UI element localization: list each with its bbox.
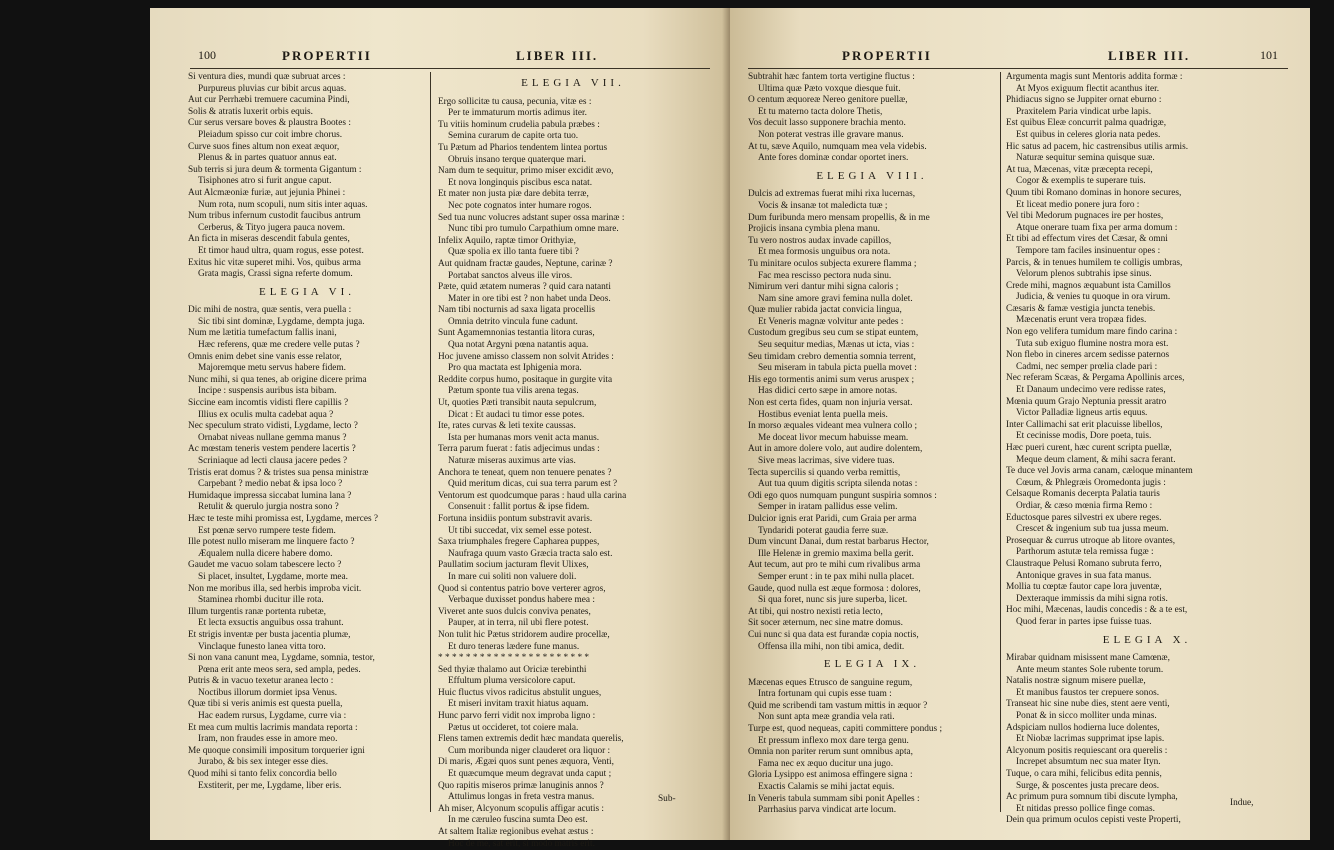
verse-line: Et cecinisse modis, Dore poeta, tuis.: [1016, 431, 1152, 442]
running-head-book: LIBER III.: [1108, 48, 1191, 63]
verse-line: Et Danaum undecimo vere redisse rates,: [1016, 385, 1166, 396]
catchword: Indue,: [1230, 798, 1254, 808]
verse-line: Dulcior ignis erat Paridi, cum Graia per arma: [748, 513, 917, 524]
verse-line: Seu sequitur medias, Mænas ut icta, vias :: [758, 340, 915, 351]
verse-line: Si non vana canunt mea, Lygdame, somnia, testor,: [188, 653, 375, 664]
verse-line: Hæc te teste mihi promissa est, Lygdame, merces ?: [188, 513, 379, 524]
verse-line: Ut tibi succedat, vix semel esse potest.: [448, 525, 592, 536]
verse-line: Exitus hic vitæ superet mihi. Vos, quibus arma: [188, 257, 361, 268]
verse-line: Ac mœstam teneris vestem pendere lacertis ?: [188, 444, 356, 455]
verse-line: Quum tibi Romano dominas in honore secures,: [1006, 187, 1182, 198]
verse-line: Seu timidam crebro dementia somnia terrent,: [748, 351, 916, 362]
verse-line: Quæ spolia ex illo tanta fuere tibi ?: [448, 247, 579, 258]
verse-line: Sed thyiæ thalamo aut Oriciæ terebinthi: [438, 664, 587, 675]
verse-line: Et nitidas presso pollice finge comas.: [1016, 803, 1155, 814]
text-column-right: [1006, 72, 1288, 827]
text-column-right: [438, 72, 708, 850]
verse-line: Terra parum fuerat : fatis adjecimus undas :: [438, 444, 600, 455]
text-column-left: [748, 72, 996, 817]
verse-line: Ah miser, Alcyonum scopulis affigar acutis :: [438, 803, 604, 814]
verse-line: Semper erunt : in te pax mihi nulla placet.: [758, 571, 915, 582]
verse-line: Reddite corpus humo, positaque in gurgite vita: [438, 374, 613, 385]
right-page: [730, 8, 1310, 840]
verse-line: Curve suos fines altum non exeat æquor,: [188, 141, 340, 152]
verse-line: Crede mihi, magnos æquabunt ista Camillos: [1006, 280, 1171, 291]
verse-line: Hæc pueri curent, hæc curent scripta puellæ,: [1006, 443, 1172, 453]
verse-line: Sunt Agamemnonias testantia litora curas,: [438, 328, 595, 339]
verse-line: Non sunt apta meæ grandia vela rati.: [758, 712, 895, 723]
verse-line: Flens tamen extremis dedit hæc mandata querelis,: [438, 734, 624, 745]
verse-line: Aut tecum, aut pro te mihi cum rivalibus arma: [748, 560, 921, 571]
verse-line: Pætum sponte tua vilis arena tegas.: [448, 386, 579, 397]
verse-line: Nec speculum strato vidisti, Lygdame, lecto ?: [188, 421, 358, 432]
verse-line: Et duro teneras lædere fune manus.: [448, 641, 580, 652]
verse-line: Me doceat livor mecum habuisse meam.: [758, 432, 909, 443]
verse-line: Nec referam Scæas, & Pergama Apollinis arces,: [1006, 373, 1185, 384]
verse-line: Gloria Lysippo est animosa effingere signa :: [748, 770, 913, 781]
verse-line: Aut quidnam fractæ gaudes, Neptune, carinæ ?: [438, 258, 613, 269]
verse-line: Viveret ante suos dulcis conviva penates,: [438, 606, 591, 617]
verse-line: Argumenta magis sunt Mentoris addita formæ :: [1006, 72, 1183, 82]
verse-line: Purpureus pluvias cur bibit arcus aquas.: [198, 83, 347, 94]
verse-line: Judicia, & venies tu quoque in ora virum.: [1016, 292, 1171, 303]
verse-line: Omnia detrito vincula fune cadunt.: [448, 316, 578, 327]
elegy-title: ELEGIA IX.: [823, 658, 921, 671]
column-divider: [430, 72, 431, 812]
verse-line: Aut Alcmæoniæ furiæ, aut jejunia Phinei :: [188, 187, 346, 198]
verse-line: Non ego velifera tumidum mare findo carina :: [1006, 327, 1178, 338]
verse-line: Pro qua mactata est Iphigenia mora.: [448, 363, 582, 374]
verse-line: Sed tua nunc volucres adstant super ossa marinæ :: [438, 212, 625, 223]
verse-line: Et tibi ad effectum vires det Cæsar, & omni: [1006, 234, 1168, 245]
verse-line: Et Niobæ lacrimas supprimat ipse lapis.: [1016, 734, 1165, 745]
verse-line: Ergo sollicitæ tu causa, pecunia, vitæ es :: [438, 96, 592, 107]
verse-line: Dulcis ad extremas fuerat mihi rixa lucernas,: [748, 189, 916, 200]
verse-line: Naufraga quum vasto Græcia tracta salo est.: [448, 548, 613, 559]
verse-line: Phidiacus signo se Juppiter ornat eburno :: [1006, 95, 1162, 106]
verse-line: Hostibus eveniat lenta puella meis.: [758, 409, 888, 420]
verse-line: Et mea formosis unguibus ora nota.: [758, 247, 891, 258]
verse-line: Tempore tam faciles insinuentur opes :: [1016, 245, 1161, 256]
verse-line: Vos decuit lasso supponere brachia mento.: [748, 118, 906, 129]
verse-line: Illum turgentis ranæ portenta rubetæ,: [188, 606, 326, 617]
verse-line: Quo rapitis miseros primæ lanuginis annos ?: [438, 780, 604, 791]
verse-line: Paullatim socium jacturam flevit Ulixes,: [438, 560, 589, 571]
verse-line: Odi ego quos numquam pungunt suspiria somnos :: [748, 490, 937, 501]
verse-line: Mater in ore tibi est ? non habet unda Deos.: [448, 293, 611, 304]
verse-line: Sub terris si jura deum & tormenta Gigantum :: [188, 164, 362, 175]
verse-line: Victor Palladiæ ligneus artis equus.: [1016, 408, 1148, 419]
elegy-title: ELEGIA VIII.: [816, 169, 928, 182]
verse-line: Per te immaturum mortis adimus iter.: [448, 108, 587, 119]
verse-line: Num tribus infernum custodit faucibus antrum: [188, 211, 361, 222]
verse-line: Consenuit : fallit portus & ipse fidem.: [448, 502, 590, 513]
verse-line: Et lecta exsuctis anguibus ossa trahunt.: [198, 618, 344, 629]
book-spread: [150, 8, 1310, 849]
verse-line: Quod ferar in partes ipse fuisse tuas.: [1016, 616, 1152, 627]
verse-line: Quæ mulier rabida jactat convicia lingua,: [748, 305, 902, 316]
verse-line: At tibi, qui nostro nexisti retia lecto,: [748, 606, 883, 617]
verse-line: Vel tibi Medorum pugnaces ire per hostes,: [1006, 211, 1164, 222]
verse-line: Nimirum veri dantur mihi signa caloris ;: [748, 282, 899, 293]
verse-line: Cum moribunda niger clauderet ora liquor :: [448, 745, 611, 756]
verse-line: Huic fluctus vivos radicitus abstulit ungues,: [438, 687, 602, 698]
verse-line: Si placet, insultet, Lygdame, morte mea.: [198, 571, 349, 582]
verse-line: Tu Pætum ad Pharios tendentem lintea portus: [438, 142, 608, 153]
verse-line: Infelix Aquilo, raptæ timor Orithyiæ,: [438, 235, 576, 246]
verse-line: Aut in amore dolere volo, aut audire dolentem,: [748, 444, 923, 455]
verse-line: Semper in iratam pallidus esse velim.: [758, 502, 898, 513]
page-number: 100: [198, 48, 216, 62]
verse-line: Natalis nostræ signum misere puellæ,: [1006, 676, 1146, 687]
running-head-title: PROPERTII: [842, 48, 932, 63]
verse-line: Aut cur Perrhæbi tremuere cacumina Pindi,: [188, 95, 350, 106]
verse-line: Cerberus, & Tityo jugera pauca novem.: [198, 222, 345, 233]
verse-line: Cur serus versare boves & plaustra Bootes :: [188, 118, 351, 129]
verse-line: Mirabar quidnam misissent mane Camœnæ,: [1006, 653, 1170, 664]
verse-line: Cœum, & Phlegræis Oromedonta jugis :: [1016, 477, 1166, 488]
verse-line: Alcyonum positis requiescant ora querelis :: [1006, 745, 1168, 756]
verse-line: Hoc juvene amisso classem non solvit Atrides :: [438, 351, 614, 362]
verse-line: Nunc tibi pro tumulo Carpathium omne mare.: [448, 224, 619, 235]
verse-line: Attulimus longas in freta vestra manus.: [448, 792, 595, 803]
verse-line: Ite, rates curvas & leti texite caussas.: [438, 421, 576, 432]
verse-line: Et quæcumque meum degravat unda caput ;: [448, 769, 612, 780]
verse-line: Tyndaridi poterat gaudia ferre suæ.: [758, 525, 889, 536]
verse-line: Retulit & querulo jurgia nostra sono ?: [198, 502, 339, 513]
verse-line: Et timor haud ultra, quam rogus, esse potest.: [198, 245, 364, 256]
verse-line: Omnis enim debet sine vanis esse relator,: [188, 351, 342, 362]
verse-line: Staminea rhombi ducitur ille rota.: [198, 595, 324, 606]
verse-line: Mæcenatis erunt vera tropæa fides.: [1016, 315, 1147, 326]
verse-line: Ac primum pura somnum tibi discute lympha,: [1006, 792, 1178, 803]
verse-line: Increpet absumtum nec sua mater Ityn.: [1016, 757, 1161, 768]
header-rule: [190, 68, 710, 69]
verse-line: Fama nec ex æquo ducitur una jugo.: [758, 758, 894, 769]
verse-line: Sic tibi sint dominæ, Lygdame, dempta juga.: [198, 316, 365, 327]
catchword: Sub-: [658, 794, 676, 804]
verse-line: Est quibus Eleæ concurrit palma quadrigæ,: [1006, 118, 1167, 129]
verse-line: Majoremque metu servus habere fidem.: [198, 363, 346, 374]
verse-line: Carpebant ? medio nebat & ipsa loco ?: [198, 479, 343, 490]
verse-line: Cogor & exemplis te superare tuis.: [1016, 176, 1146, 187]
verse-line: Ultima quæ Pæto voxque diesque fuit.: [758, 83, 901, 94]
verse-line: At saltem Italiæ regionibus evehat æstus :: [438, 827, 594, 837]
verse-line: Sive meas lacrimas, sive videre tuas.: [758, 456, 895, 466]
verse-line: Ante meum stantes Sole rubente torum.: [1016, 664, 1164, 675]
verse-line: Et miseri invitam traxit hiatus aquam.: [448, 699, 589, 710]
verse-line: Parthorum astutæ tela remissa fugæ :: [1016, 547, 1154, 558]
verse-line: Tuque, o cara mihi, felicibus edita pennis,: [1006, 769, 1162, 780]
verse-line: * * * * * * * * * * * * * * * * * * * * * *: [438, 653, 590, 664]
verse-line: Naturæ miseras auximus arte vias.: [448, 456, 576, 466]
verse-line: Tristis erat domus ? & tristes sua pensa ministræ: [188, 467, 369, 478]
verse-line: Scriniaque ad lecti clausa jacere pedes ?: [198, 456, 348, 466]
verse-line: Hoc mihi, Mæcenas, laudis concedis : & a te est,: [1006, 605, 1188, 616]
verse-line: Iram, non fraudes esse in amore meo.: [198, 734, 338, 745]
verse-line: Has didici certo sæpe in amore notas.: [758, 386, 898, 397]
verse-line: Dexteraque immissis da mihi signa rotis.: [1016, 593, 1168, 604]
header-rule: [748, 68, 1288, 69]
verse-line: Prosequar & currus utroque ab litore ovantes,: [1006, 535, 1176, 546]
verse-line: Nam dum te sequitur, primo miser excidit ævo,: [438, 166, 614, 177]
verse-line: Intra fortunam qui cupis esse tuam :: [758, 689, 892, 700]
verse-line: Non tulit hic Pætus stridorem audire procellæ,: [438, 629, 610, 640]
verse-line: Pœna erit ante meos sera, sed ampla, pedes.: [198, 664, 361, 675]
verse-line: In me cæruleo fuscina sumta Deo est.: [448, 815, 588, 826]
verse-line: Tecta supercilis si quando verba remittis,: [748, 467, 901, 478]
verse-line: Et mater non justa piæ dare debita terræ,: [438, 189, 589, 200]
verse-line: Eductosque pares silvestri ex ubere reges.: [1006, 512, 1162, 523]
verse-line: Et Veneris magnæ volvitur ante pedes :: [758, 316, 904, 327]
verse-line: Omnia non pariter rerum sunt omnibus apta,: [748, 747, 913, 758]
verse-line: In Veneris tabula summam sibi ponit Apelles :: [748, 793, 920, 804]
verse-line: Et nova longinquis piscibus esca natat.: [448, 177, 593, 188]
verse-line: Quid meritum dicas, cui sua terra parum est ?: [448, 479, 618, 490]
verse-line: Tu vitiis hominum crudelia pabula præbes :: [438, 119, 600, 130]
verse-line: At Myos exiguum flectit acanthus iter.: [1016, 83, 1160, 94]
verse-line: Semina curarum de capite orta tuo.: [448, 131, 579, 142]
verse-line: Te duce vel Jovis arma canam, cæloque minantem: [1006, 466, 1193, 477]
verse-line: Exstiterit, per me, Lygdame, liber eris.: [198, 780, 342, 791]
verse-line: Ut, quoties Pæti transibit nauta sepulcrum,: [438, 398, 597, 409]
verse-line: Pauper, at in terra, nil ubi flere potest.: [448, 618, 589, 629]
verse-line: Mœnia quum Grajo Neptunia pressit aratro: [1006, 396, 1167, 407]
verse-line: Si ventura dies, mundi quæ subruat arces :: [188, 72, 346, 82]
verse-line: Di maris, Ægæi quos sunt penes æquora, Venti,: [438, 757, 614, 768]
verse-line: Subtrahit hæc fantem torta vertigine fluctus :: [748, 72, 915, 82]
left-page: [150, 8, 730, 849]
verse-line: Hac eadem rursus, Lygdame, curre via :: [198, 711, 347, 722]
verse-line: Et mea cum multis lacrimis mandata reporta :: [188, 722, 358, 733]
verse-line: Quid me scribendi tam vastum mittis in æquor ?: [748, 700, 928, 711]
verse-line: Ponat & in sicco molliter unda minas.: [1016, 711, 1157, 722]
verse-line: Ille Helenæ in gremio maxima bella gerit.: [758, 548, 914, 559]
verse-line: Fortuna insidiis pontum substravit avaris.: [438, 513, 593, 524]
verse-line: Tuta sub exiguo flumine nostra mora est.: [1016, 338, 1169, 349]
verse-line: An ficta in miseras descendit fabula gentes,: [188, 234, 350, 245]
verse-line: Custodum gregibus seu cum se stipat euntem,: [748, 328, 919, 339]
verse-line: Naturæ sequitur semina quisque suæ.: [1016, 153, 1155, 164]
verse-line: Saxa triumphales fregere Capharea puppes,: [438, 537, 600, 548]
verse-line: Nam tibi nocturnis ad saxa ligata procellis: [438, 305, 595, 316]
verse-line: Plenus & in partes quatuor annus eat.: [198, 153, 337, 164]
verse-line: In mare cui soliti non valuere doli.: [448, 571, 577, 582]
verse-line: Praxitelem Paria vindicat urbe lapis.: [1016, 106, 1152, 117]
verse-line: Projicis insana cymbia plena manu.: [748, 224, 880, 235]
verse-line: Meque deum clament, & mihi sacra ferant.: [1016, 454, 1176, 465]
verse-line: Noctibus illorum dormiet ipsa Venus.: [198, 687, 338, 698]
running-head-book: LIBER III.: [516, 48, 599, 63]
verse-line: Dum vincunt Danai, dum restat barbarus Hector,: [748, 537, 929, 548]
verse-line: Et pressum inflexo mox dare terga genu.: [758, 735, 909, 746]
verse-line: Ornabat niveas nullane gemma manus ?: [198, 432, 347, 443]
verse-line: Quod si contentus patrio bove verterer agros,: [438, 583, 606, 594]
verse-line: Ventorum est quodcumque paras : haud ulla carina: [438, 490, 627, 501]
verse-line: At tua, Mæcenas, vitæ præcepta recepi,: [1006, 164, 1153, 175]
verse-line: Tu minitare oculos subjecta exurere flamma ;: [748, 258, 917, 269]
elegy-title: ELEGIA VI.: [258, 285, 355, 298]
verse-line: Effultum pluma versicolore caput.: [448, 676, 576, 687]
verse-line: Non poterat vestras ille gravare manus.: [758, 129, 904, 140]
verse-line: His ego tormentis animi sum verus aruspex ;: [748, 374, 915, 385]
verse-line: Grata magis, Crassi signa referte domum.: [198, 269, 353, 280]
verse-line: Cæsaris & famæ vestigia juncta tenebis.: [1006, 303, 1156, 314]
verse-line: Et strigis inventæ per busta jacentia plumæ,: [188, 629, 351, 640]
verse-line: Turpe est, quod nequeas, capiti committere pondus ;: [748, 724, 943, 735]
verse-line: Pæte, quid ætatem numeras ? quid cara natanti: [438, 282, 611, 293]
verse-line: Transeat hic sine nube dies, stent aere venti,: [1006, 699, 1170, 710]
verse-line: Me quoque consimili impositum torquerier igni: [188, 745, 365, 756]
verse-line: In morso æquales videant mea vulnera collo ;: [748, 421, 918, 432]
verse-line: Portabat sanctos alveus ille viros.: [448, 270, 573, 281]
verse-line: Vinclaque funesto lanea vitta toro.: [198, 641, 326, 652]
verse-line: Nam sine amore gravi femina nulla dolet.: [758, 293, 913, 304]
verse-line: Obruis insano terque quaterque mari.: [448, 154, 587, 165]
verse-line: Pætus ut occideret, tot coiere mala.: [448, 722, 579, 733]
verse-line: Pleiadum spisso cur coit imbre chorus.: [198, 129, 343, 140]
verse-line: At tu, sæve Aquilo, numquam mea vela videbis.: [748, 141, 927, 152]
verse-line: Incipe : suspensis auribus ista bibam.: [198, 386, 337, 397]
verse-line: Est pœnæ servo rumpere teste fidem.: [198, 525, 336, 536]
verse-line: Quæ tibi si veris animis est questa puella,: [188, 699, 343, 710]
verse-line: Anchora te teneat, quem non tenuere penates ?: [438, 467, 612, 478]
verse-line: Hunc parvo ferri vidit nox improba ligno :: [438, 711, 596, 722]
verse-line: Fac mea rescisso pectora nuda sinu.: [758, 270, 892, 281]
verse-line: Ordiar, & cæso mœnia firma Remo :: [1016, 500, 1153, 511]
verse-line: Mollia tu cœptæ fautor cape lora juventæ,: [1006, 582, 1162, 593]
verse-line: Aut tua quum digitis scripta silenda notas :: [758, 479, 918, 490]
column-divider: [1000, 72, 1001, 812]
verse-line: Atque onerare tuam fixa per arma domum :: [1016, 222, 1178, 233]
verse-line: Ille potest nullo miseram me linquere facto ?: [188, 537, 355, 548]
verse-line: Dein qua primum oculos cepisti veste Properti,: [1006, 815, 1181, 826]
verse-line: Si qua foret, nunc sis jure superba, licet.: [758, 595, 908, 606]
verse-line: Nunc mihi, si qua tenes, ab origine dicere prima: [188, 374, 367, 385]
verse-line: Et manibus faustos ter crepuere sonos.: [1016, 687, 1160, 698]
verse-line: Hoc de me, sat erit, si modo matris erit.: [448, 838, 595, 849]
verse-line: Ante fores dominæ condar oportet iners.: [758, 153, 909, 164]
verse-line: Sit socer æternum, nec sine matre domus.: [748, 618, 903, 629]
verse-line: Vocis & insanæ tot maledicta tuæ ;: [758, 200, 888, 211]
verse-line: Jurabo, & bis sex integer esse dies.: [198, 757, 329, 768]
verse-line: Ista per humanas mors venit acta manus.: [448, 432, 600, 443]
verse-line: Non flebo in cineres arcem sedisse paternos: [1006, 350, 1170, 361]
verse-line: Crescet & ingenium sub tua jussa meum.: [1016, 524, 1169, 535]
verse-line: Illius ex oculis multa cadebat aqua ?: [198, 409, 334, 420]
verse-line: Parrhasius parva vindicat arte locum.: [758, 805, 897, 816]
verse-line: Parcis, & in tenues humilem te colligis umbras,: [1006, 257, 1183, 268]
verse-line: Æqualem nulla dicere habere domo.: [198, 548, 333, 559]
verse-line: Num rota, num scopuli, num sitis inter aquas.: [198, 199, 368, 210]
verse-line: Et tu materno tacta dolore Thetis,: [758, 106, 883, 117]
verse-line: Antonique graves in sua fata manus.: [1016, 570, 1152, 581]
elegy-title: ELEGIA VII.: [521, 77, 625, 89]
verse-line: Inter Callimachi sat erit placuisse libellos,: [1006, 419, 1163, 430]
verse-line: Non me moribus illa, sed herbis improba vicit.: [188, 583, 362, 594]
verse-line: Tu vero nostros audax invade capillos,: [748, 235, 892, 246]
verse-line: Cui nunc si qua data est furandæ copia noctis,: [748, 629, 919, 640]
verse-line: Humidaque impressa siccabat lumina lana ?: [188, 490, 352, 501]
running-head-title: PROPERTII: [282, 48, 372, 63]
verse-line: Offensa illa mihi, non tibi amica, dedit.: [758, 641, 905, 652]
verse-line: Mæcenas eques Etrusco de sanguine regum,: [748, 677, 913, 688]
elegy-title: ELEGIA X.: [1102, 633, 1192, 646]
verse-line: Seu miseram in tabula picta puella movet :: [758, 363, 917, 374]
verse-line: O centum æquoreæ Nereo genitore puellæ,: [748, 95, 908, 106]
verse-line: Dicat : Et audaci tu timor esse potes.: [448, 409, 585, 420]
verse-line: Adspiciam nullos hodierna luce dolentes,: [1006, 722, 1160, 733]
verse-line: Hæc referens, quæ me credere velle putas ?: [198, 340, 360, 351]
verse-line: Num me lætitia tumefactum fallis inani,: [188, 328, 337, 339]
verse-line: Qua notat Argyni pœna natantis aqua.: [448, 340, 589, 351]
verse-line: Gaudet me vacuo solam tabescere lecto ?: [188, 560, 342, 571]
verse-line: Et liceat medio ponere jura foro :: [1016, 199, 1140, 210]
verse-line: Claustraque Pelusi Romano subruta ferro,: [1006, 558, 1162, 569]
verse-line: Cadmi, nec semper prœlia clade pari :: [1016, 361, 1158, 372]
text-column-left: [188, 72, 426, 792]
verse-line: Solis & atratis luxerit orbis equis.: [188, 106, 313, 117]
verse-line: Verbaque duxisset pondus habere mea :: [448, 595, 595, 606]
verse-line: Tisiphones atro si furit angue caput.: [198, 176, 332, 187]
verse-line: Hic satus ad pacem, hic castrensibus utilis armis.: [1006, 141, 1189, 152]
verse-line: Siccine eam incomtis vidisti flere capillis ?: [188, 398, 349, 409]
verse-line: Nec pote cognatos inter humare rogos.: [448, 200, 592, 211]
page-number: 101: [1260, 48, 1278, 62]
verse-line: Est quibus in celeres gloria nata pedes.: [1016, 129, 1161, 140]
verse-line: Dum furibunda mero mensam propellis, & in me: [748, 212, 930, 223]
verse-line: Putris & in vacuo texetur aranea lecto :: [188, 676, 334, 687]
verse-line: Exactis Calamis se mihi jactat equis.: [758, 782, 895, 793]
verse-line: Velorum plenos subtrahis ipse sinus.: [1016, 269, 1152, 280]
verse-line: Celsaque Romanis decerpta Palatia tauris: [1006, 489, 1160, 500]
verse-line: Dic mihi de nostra, quæ sentis, vera puella :: [188, 305, 352, 316]
verse-line: Gaude, quod nulla est æque formosa : dolores,: [748, 583, 921, 594]
verse-line: Non est certa fides, quam non injuria versat.: [748, 398, 913, 409]
verse-line: Surge, & poscentes justa precare deos.: [1016, 780, 1160, 791]
verse-line: Quod mihi si tanto felix concordia bello: [188, 769, 337, 780]
